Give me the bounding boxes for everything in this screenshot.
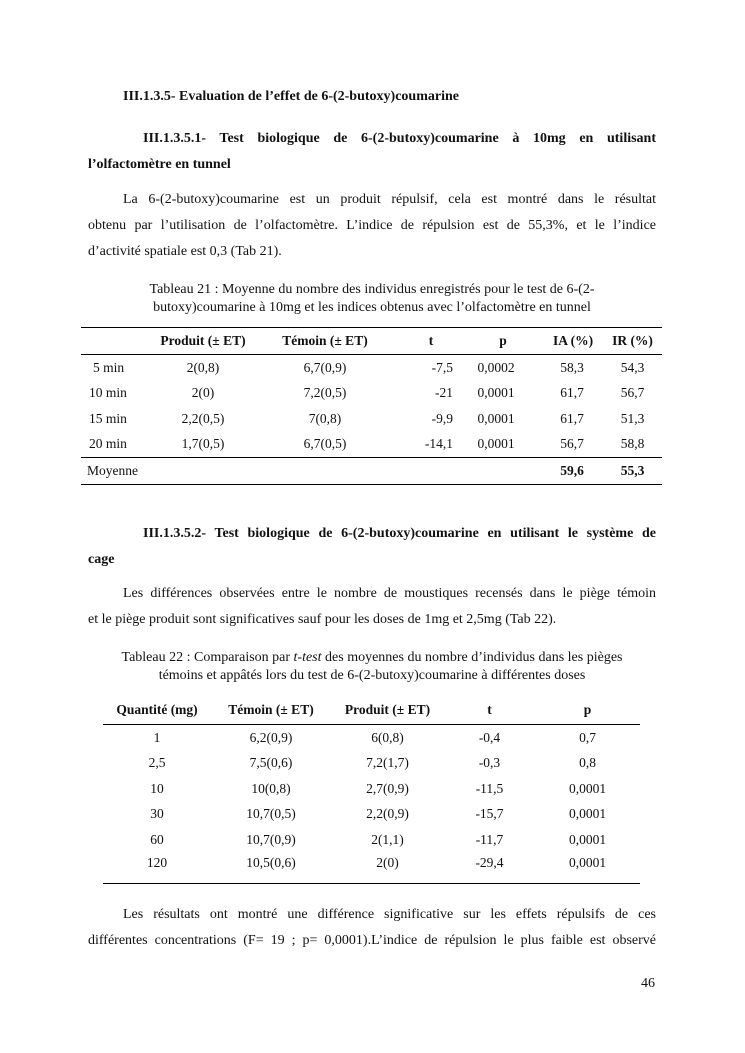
table-cell: 0,0001 <box>568 831 607 847</box>
paragraph-3 <box>88 902 656 954</box>
table-cell: 1 <box>153 729 161 745</box>
table-header-cell: IR (%) <box>603 328 662 355</box>
table-header-cell: Quantité (mg) <box>103 696 211 725</box>
table-cell: 2,2(0,5) <box>181 410 225 426</box>
table-cell: 0,0001 <box>477 410 515 426</box>
table-header-cell: p <box>535 696 640 725</box>
subsection-heading-1-line1: III.1.3.5.1- Test biologique de 6-(2-butoxy)coumarine à 10mg en utilisant <box>143 131 656 146</box>
table-header-cell: Produit (± ET) <box>331 696 444 725</box>
table-row <box>103 725 640 751</box>
table-header-cell: t <box>444 696 535 725</box>
caption-italic: t-test <box>293 650 322 665</box>
table-header-cell: IA (%) <box>529 328 603 355</box>
table22-header-row <box>103 696 640 725</box>
table-header-cell <box>81 328 145 355</box>
page-number: 46 <box>641 976 655 991</box>
table-cell: 0,0001 <box>477 436 515 452</box>
table-row <box>81 406 662 432</box>
table-row <box>103 776 640 802</box>
paragraph-1-line3: d’activité spatiale est 0,3 (Tab 21). <box>88 244 282 259</box>
table-header-cell: Témoin (± ET) <box>261 328 389 355</box>
table-cell: 10,5(0,6) <box>211 853 331 884</box>
subsection-heading-1 <box>88 126 656 178</box>
table-cell: 7(0,8) <box>308 410 342 426</box>
table-cell: 10(0,8) <box>251 780 291 796</box>
table-cell: 2(0) <box>191 385 215 401</box>
table-row <box>103 751 640 777</box>
paragraph-3-line1: Les résultats ont montré une différence significative sur les effets répulsifs de ces <box>123 907 656 922</box>
table-cell: 7,5(0,6) <box>249 755 293 771</box>
table-cell: 56,7 <box>620 385 645 401</box>
table22-caption-line2: témoins et appâtés lors du test de 6-(2-butoxy)coumarine à différentes doses <box>158 668 586 683</box>
table-cell: 0,0001 <box>568 780 607 796</box>
table-cell: 6,2(0,9) <box>249 729 293 745</box>
table-header-cell: p <box>463 328 529 355</box>
table22-caption <box>88 649 656 685</box>
table-cell: 2,2(0,9) <box>366 806 409 822</box>
table-cell: 61,7 <box>560 385 584 401</box>
table-cell: 60 <box>150 831 164 847</box>
table-row <box>81 355 662 381</box>
table22-caption-line1 <box>88 649 656 667</box>
mean-ia: 59,6 <box>529 458 603 485</box>
table-row <box>103 802 640 828</box>
table-cell: 7,2(1,7) <box>366 755 409 771</box>
table-cell: 5 min <box>93 359 125 375</box>
caption-text: des moyennes du nombre d’individus dans les pièges <box>321 650 623 665</box>
table-header-cell: t <box>389 328 463 355</box>
table-cell: 2,5 <box>148 755 166 771</box>
paragraph-1-line2: obtenu par l’utilisation de l’olfactomètre. L’indice de répulsion est de 55,3%, et le l’indice <box>88 218 656 233</box>
table-cell: 6,7(0,9) <box>303 359 347 375</box>
table-cell: -29,4 <box>444 853 535 884</box>
subsection-heading-2 <box>88 521 656 573</box>
table-cell: 6(0,8) <box>371 729 404 745</box>
table22 <box>103 696 640 884</box>
table-cell: -7,5 <box>431 359 453 375</box>
subsection-heading-2-line2: cage <box>88 552 115 567</box>
table-cell: 30 <box>150 806 164 822</box>
table-cell: 0,0001 <box>477 385 515 401</box>
table-cell: 58,3 <box>560 359 584 375</box>
table-cell: 2(0,8) <box>186 359 220 375</box>
table-cell: 61,7 <box>560 410 584 426</box>
table21-caption-line1: Tableau 21 : Moyenne du nombre des individus enregistrés pour le test de 6-(2- <box>149 282 595 297</box>
table21-caption <box>88 281 656 317</box>
table-cell: -0,3 <box>478 755 501 771</box>
paragraph-3-line2: différentes concentrations (F= 19 ; p= 0,0001).L’indice de répulsion le plus faible est observé <box>88 933 656 948</box>
caption-text: Tableau 22 : Comparaison par <box>121 650 294 665</box>
table-cell: 6,7(0,5) <box>303 436 347 452</box>
table-cell: -0,4 <box>478 729 501 745</box>
table-cell: 0,0002 <box>477 359 515 375</box>
table-cell: 2(0) <box>331 853 444 884</box>
table-cell: -11,5 <box>475 780 504 796</box>
table-cell: 56,7 <box>560 436 584 452</box>
mean-ir: 55,3 <box>603 458 662 485</box>
table-cell: 20 min <box>89 436 127 452</box>
table-row <box>81 432 662 458</box>
table-cell: 10 min <box>89 385 127 401</box>
table-cell: 0,0001 <box>535 853 640 884</box>
table-cell: 54,3 <box>620 359 645 375</box>
table-cell: 1,7(0,5) <box>181 436 225 452</box>
paragraph-1-line1: La 6-(2-butoxy)coumarine est un produit répulsif, cela est montré dans le résultat <box>123 192 656 207</box>
table-cell: 58,8 <box>620 436 645 452</box>
section-heading: III.1.3.5- Evaluation de l’effet de 6-(2-butoxy)coumarine <box>123 89 459 104</box>
table-cell: 0,0001 <box>568 806 607 822</box>
table21 <box>81 327 662 485</box>
table21-header-row <box>81 328 662 355</box>
paragraph-2 <box>88 581 656 633</box>
table-cell: -11,7 <box>475 831 504 847</box>
subsection-heading-1-line2: l’olfactomètre en tunnel <box>88 157 231 172</box>
paragraph-1 <box>88 187 656 265</box>
table-cell: 0,8 <box>579 755 596 771</box>
table-cell: 0,7 <box>579 729 596 745</box>
table-cell: -9,9 <box>431 410 453 426</box>
table-cell: 51,3 <box>620 410 645 426</box>
subsection-heading-2-line1: III.1.3.5.2- Test biologique de 6-(2-butoxy)coumarine en utilisant le système de <box>143 526 656 541</box>
table-cell: 10,7(0,5) <box>246 806 296 822</box>
mean-label: Moyenne <box>81 458 145 485</box>
table-cell: 10 <box>150 780 164 796</box>
table-cell: 2,7(0,9) <box>366 780 409 796</box>
table-row <box>81 381 662 407</box>
table-cell: 7,2(0,5) <box>303 385 347 401</box>
table-cell: -14,1 <box>424 436 453 452</box>
table-cell: 2(1,1) <box>371 831 404 847</box>
table-row <box>103 853 640 884</box>
table-cell: 120 <box>103 853 211 884</box>
table21-caption-line2: butoxy)coumarine à 10mg et les indices obtenus avec l’olfactomètre en tunnel <box>153 300 591 315</box>
table-cell: 15 min <box>89 410 127 426</box>
table-header-cell: Témoin (± ET) <box>211 696 331 725</box>
paragraph-2-line1: Les différences observées entre le nombre de moustiques recensés dans le piège témoin <box>123 586 656 601</box>
table-row <box>103 827 640 853</box>
paragraph-2-line2: et le piège produit sont significatives sauf pour les doses de 1mg et 2,5mg (Tab 22). <box>88 612 557 627</box>
table-cell: -21 <box>435 385 453 401</box>
table-header-cell: Produit (± ET) <box>145 328 261 355</box>
table21-mean-row <box>81 458 662 485</box>
table-cell: -15,7 <box>475 806 504 822</box>
table-cell: 10,7(0,9) <box>246 831 296 847</box>
